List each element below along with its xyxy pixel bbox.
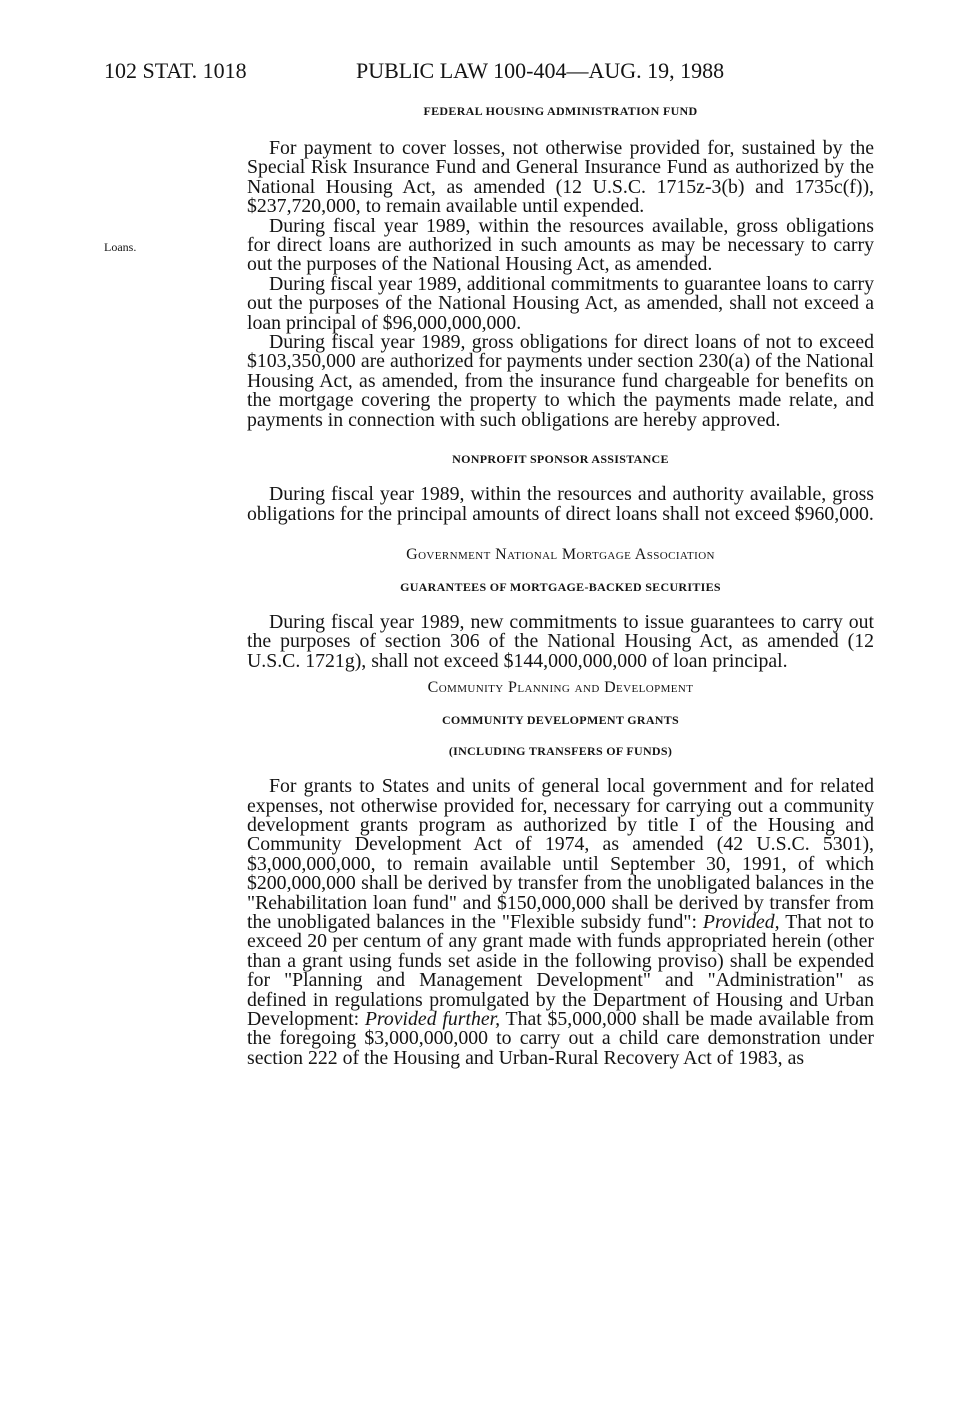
cpd-text-a: For grants to States and units of general local government and for related expenses, not otherwise provided for, necessary for carrying out a community development grants program as authorized by title I of the Housing and Community Development Act of 1974, as amended (42 U.S.C. 5301), $3,000,000,000, to remain available until September 30, 1991, of which $200,000,000 shall be derived by transfer from the unobligated balances in the "Rehabilitation loan fund" and $150,000,000 shall be derived by transfer from the unobligated balances in the "Flexible subsidy fund":	[247, 775, 874, 933]
fha-paragraph-1: For payment to cover losses, not otherwise provided for, sustained by the Special Risk Insurance Fund and General Insurance Fund as authorized by the National Housing Act, as amended (12 U.S.C. 1715z-3(b) and 1735c(f)), $237,720,000, to remain available until expended.	[247, 137, 874, 218]
margin-note-loans: Loans.	[104, 240, 137, 254]
proviso-provided: Provided,	[702, 910, 780, 933]
gnma-paragraph: During fiscal year 1989, new commitments to issue guarantees to carry out the purposes of section 306 of the National Housing Act, as amended (12 U.S.C. 1721g), shall not exceed $144,000,000,000 of loan principal.	[247, 610, 874, 672]
proviso-provided-further: Provided further,	[364, 1008, 501, 1030]
cpd-paragraph	[247, 777, 874, 1068]
main-column	[247, 104, 874, 1068]
fha-paragraph-3: During fiscal year 1989, additional commitments to guarantee loans to carry out the purposes of the National Housing Act, as amended, shall not exceed a loan principal of $96,000,000,000.	[247, 272, 874, 334]
cpd-subheading: (INCLUDING TRANSFERS OF FUNDS)	[448, 744, 673, 759]
stat-reference: 102 STAT. 1018	[104, 58, 247, 83]
nonprofit-heading: NONPROFIT SPONSOR ASSISTANCE	[452, 452, 669, 467]
page-header	[104, 58, 874, 88]
gnma-agency-heading: Government National Mortgage Association	[406, 545, 715, 563]
fha-heading: FEDERAL HOUSING ADMINISTRATION FUND	[423, 104, 698, 118]
fha-paragraph-4: During fiscal year 1989, gross obligations for direct loans of not to exceed $103,350,000 are authorized for payments under section 230(a) of the National Housing Act, as amended, from the insurance fund chargeable for benefits on the mortgage covering the property to which the payments made relate, and payments in connection with such obligations are hereby approved.	[247, 331, 874, 431]
cpd-text-b: That not to exceed 20 per centum of any grant made with funds appropriated herein (other than a grant using funds set aside in the following proviso) shall be expended for "Planning and Management Development" and "Administration" as defined in regulations promulgated by the Department of Housing and Urban Development:	[247, 910, 874, 1030]
cpd-heading: COMMUNITY DEVELOPMENT GRANTS	[441, 713, 680, 728]
fha-paragraph-2: During fiscal year 1989, within the resources available, gross obligations for direct loans are authorized in such amounts as may be necessary to carry out the purposes of the National Housing Act, as amended.	[247, 214, 874, 276]
cpd-agency-heading: Community Planning and Development	[427, 679, 694, 697]
gnma-heading: GUARANTEES OF MORTGAGE-BACKED SECURITIES	[400, 579, 721, 594]
nonprofit-paragraph: During fiscal year 1989, within the resources and authority available, gross obligations for the principal amounts of direct loans shall not exceed $960,000.	[247, 483, 874, 525]
cpd-text-c: That $5,000,000 shall be made available from the foregoing $3,000,000,000 to carry out a child care demonstration under section 222 of the Housing and Urban-Rural Recovery Act of 1983, as	[247, 1008, 875, 1069]
law-reference: PUBLIC LAW 100-404—AUG. 19, 1988	[356, 58, 725, 83]
